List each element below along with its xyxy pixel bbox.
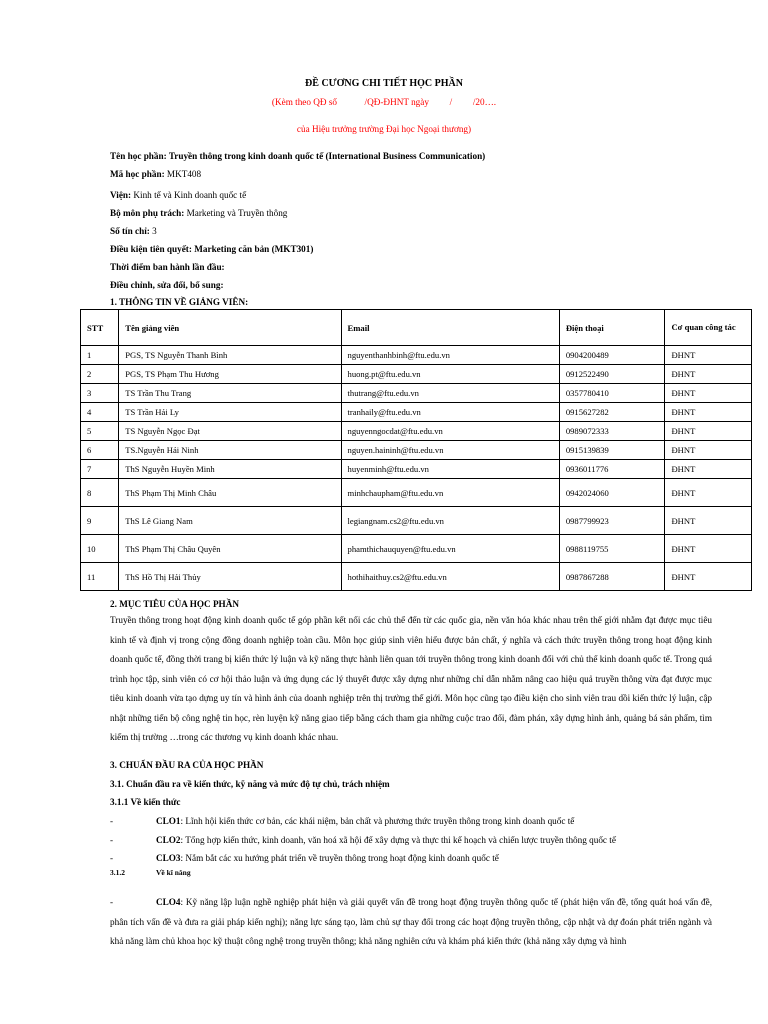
- section3-heading: 3. CHUẨN ĐẦU RA CỦA HỌC PHẦN: [110, 760, 264, 770]
- clo3-text: : Nắm bắt các xu hướng phát triển về truyền thông trong hoạt động kinh doanh quốc tế: [180, 853, 499, 863]
- name-cell: TS.Nguyễn Hải Ninh: [119, 441, 341, 460]
- course-code-label: Mã học phần:: [110, 169, 167, 179]
- issuer-line: của Hiệu trưởng trường Đại học Ngoại thương): [296, 124, 472, 134]
- section2-heading: 2. MỤC TIÊU CỦA HỌC PHẦN: [110, 599, 239, 609]
- name-cell: ThS Hồ Thị Hải Thủy: [119, 563, 341, 591]
- column-header-name: Tên giảng viên: [119, 310, 341, 346]
- prerequisite-line: [110, 244, 313, 254]
- table-row: [81, 507, 752, 535]
- phone-cell: 0915627282: [559, 403, 665, 422]
- clo1-text: : Lĩnh hội kiến thức cơ bản, các khái niệm, bản chất và phương thức truyền thông trong kinh doanh quốc tế: [180, 816, 575, 826]
- name-cell: TS Trần Thu Trang: [119, 384, 341, 403]
- workplace-cell: ĐHNT: [665, 346, 752, 365]
- stt-cell: 4: [81, 403, 119, 422]
- email-cell: nguyenthanhbinh@ftu.edu.vn: [341, 346, 559, 365]
- table-row: [81, 346, 752, 365]
- workplace-cell: ĐHNT: [665, 403, 752, 422]
- stt-cell: 6: [81, 441, 119, 460]
- stt-cell: 11: [81, 563, 119, 591]
- department-line: [110, 208, 287, 218]
- section2-body: Truyền thông trong hoạt động kinh doanh quốc tế góp phần kết nối các chủ thể đến từ các quốc gia, nền văn hóa khác nhau trên thế giới nhằm đạt được mục tiêu kinh tế và định vị trong cộng đồng doanh nghiệp toàn cầu. Môn học giúp sinh viên hiểu được bản chất, ý nghĩa và cách thức truyền thông trong hoạt động kinh doanh quốc tế, đồng thời trang bị kiến thức lý luận và kỹ năng thực hành liên quan tới truyền thông trong kinh doanh đối với chủ thể kinh doanh quốc tế. Trong quá trình học tập, sinh viên có cơ hội thảo luận và ứng dụng các lý thuyết được xây dựng như những chỉ dẫn nhằm nâng cao hiệu quả truyền thông vừa đạt được mục tiêu kinh doanh vừa tạo dựng uy tín và hình ảnh của doanh nghiệp trên thị trường thế giới. Môn học cũng tạo điều kiện cho sinh viên trau dồi kiến thức lý luận, cập nhật những tiến bộ công nghệ tin học, rèn luyện kỹ năng giao tiếp bằng cách tham gia những cuộc trao đổi, đàm phán, xây dựng hình ảnh, quảng bá sản phẩm, tìm kiếm thị trường …trong các thương vụ kinh doanh khác nhau.: [110, 615, 712, 742]
- clo4-text: : Kỹ năng lập luận nghề nghiệp phát hiện và giải quyết vấn đề trong hoạt động truyền thông quốc tế (phát hiện vấn đề, tổng quát hoá vấn đề, phân tích vấn đề và đưa ra giải pháp kiến nghị); năng lực sáng tạo, làm chủ sự thay đổi trong các hoạt động truyền thông, cập nhật và dự đoán phát triển ngành và khả năng làm chủ khoa học kỹ thuật công nghệ trong truyền thông; khả năng nghiên cứu và khám phá kiến thức (khả năng xây dựng và hình: [110, 897, 712, 946]
- name-cell: TS Trần Hải Ly: [119, 403, 341, 422]
- institute-label: Viện:: [110, 190, 134, 200]
- phone-cell: 0912522490: [559, 365, 665, 384]
- stt-cell: 1: [81, 346, 119, 365]
- phone-cell: 0987867288: [559, 563, 665, 591]
- email-cell: thutrang@ftu.edu.vn: [341, 384, 559, 403]
- clo1-code: CLO1: [156, 816, 181, 826]
- phone-cell: 0989072333: [559, 422, 665, 441]
- workplace-cell: ĐHNT: [665, 384, 752, 403]
- workplace-cell: ĐHNT: [665, 507, 752, 535]
- section1-heading: 1. THÔNG TIN VỀ GIẢNG VIÊN:: [110, 297, 249, 307]
- stt-cell: 3: [81, 384, 119, 403]
- stt-cell: 10: [81, 535, 119, 563]
- column-header-phone: Điện thoại: [559, 310, 665, 346]
- email-cell: phamthichauquyen@ftu.edu.vn: [341, 535, 559, 563]
- table-row: [81, 460, 752, 479]
- clo2-code: CLO2: [156, 835, 181, 845]
- document-title: ĐỀ CƯƠNG CHI TIẾT HỌC PHẦN: [305, 78, 463, 89]
- department-label: Bộ môn phụ trách:: [110, 208, 187, 218]
- phone-cell: 0942024060: [559, 479, 665, 507]
- phone-cell: 0987799923: [559, 507, 665, 535]
- phone-cell: 0357780410: [559, 384, 665, 403]
- name-cell: ThS Nguyễn Huyền Minh: [119, 460, 341, 479]
- section3-1-2-heading: [110, 868, 191, 877]
- clo2-text: : Tổng hợp kiến thức, kinh doanh, văn hoá xã hội để xây dựng và thực thi kế hoạch và chiến lược truyền thông quốc tế: [180, 835, 616, 845]
- table-row: [81, 479, 752, 507]
- prerequisite-value: Marketing căn bản (MKT301): [194, 244, 314, 254]
- section3-1-heading: 3.1. Chuẩn đầu ra về kiến thức, kỹ năng và mức độ tự chủ, trách nhiệm: [110, 779, 390, 789]
- table-row: [81, 384, 752, 403]
- name-cell: PGS, TS Phạm Thu Hương: [119, 365, 341, 384]
- stt-cell: 9: [81, 507, 119, 535]
- table-row: [81, 365, 752, 384]
- column-header-workplace: Cơ quan công tác: [665, 310, 752, 346]
- phone-cell: 0936011776: [559, 460, 665, 479]
- clo1-item: [110, 816, 574, 826]
- email-cell: minhchaupham@ftu.edu.vn: [341, 479, 559, 507]
- stt-cell: 5: [81, 422, 119, 441]
- column-header-email: Email: [341, 310, 559, 346]
- name-cell: ThS Lê Giang Nam: [119, 507, 341, 535]
- prerequisite-label: Điều kiện tiên quyết:: [110, 244, 195, 254]
- department-value: Marketing và Truyền thông: [186, 208, 288, 218]
- course-code-line: [110, 169, 201, 179]
- name-cell: ThS Phạm Thị Châu Quyên: [119, 535, 341, 563]
- clo3-code: CLO3: [156, 853, 181, 863]
- lecturer-table: [80, 309, 752, 591]
- name-cell: TS Nguyễn Ngọc Đạt: [119, 422, 341, 441]
- workplace-cell: ĐHNT: [665, 441, 752, 460]
- workplace-cell: ĐHNT: [665, 479, 752, 507]
- phone-cell: 0915139839: [559, 441, 665, 460]
- email-cell: hothihaithuy.cs2@ftu.edu.vn: [341, 563, 559, 591]
- table-row: [81, 422, 752, 441]
- workplace-cell: ĐHNT: [665, 460, 752, 479]
- table-row: [81, 403, 752, 422]
- phone-cell: 0904200489: [559, 346, 665, 365]
- course-name-value: Truyền thông trong kinh doanh quốc tế (International Business Communication): [168, 151, 486, 161]
- first-issue-label: Thời điểm ban hành lần đầu:: [110, 262, 225, 272]
- workplace-cell: ĐHNT: [665, 535, 752, 563]
- clo3-item: [110, 853, 499, 863]
- name-cell: PGS, TS Nguyễn Thanh Bình: [119, 346, 341, 365]
- credits-label: Số tín chỉ:: [110, 226, 153, 236]
- phone-cell: 0988119755: [559, 535, 665, 563]
- clo2-item: [110, 835, 616, 845]
- section3-1-2-title: Về kĩ năng: [156, 868, 191, 877]
- course-name-line: [110, 151, 485, 161]
- email-cell: huong.pt@ftu.edu.vn: [341, 365, 559, 384]
- workplace-cell: ĐHNT: [665, 422, 752, 441]
- course-name-label: Tên học phần:: [110, 151, 169, 161]
- name-cell: ThS Phạm Thị Minh Châu: [119, 479, 341, 507]
- workplace-cell: ĐHNT: [665, 563, 752, 591]
- table-row: [81, 563, 752, 591]
- stt-cell: 2: [81, 365, 119, 384]
- institute-line: [110, 190, 246, 200]
- section3-1-2-number: 3.1.2: [110, 868, 125, 877]
- credits-value: 3: [152, 226, 157, 236]
- section3-1-1-heading: 3.1.1 Về kiến thức: [110, 797, 181, 807]
- decision-reference: (Kèm theo QĐ số /QĐ-ĐHNT ngày / /20….: [271, 97, 497, 107]
- table-row: [81, 535, 752, 563]
- clo4-code: CLO4: [156, 897, 181, 907]
- course-code-value: MKT408: [166, 169, 202, 179]
- credits-line: [110, 226, 157, 236]
- clo4-item: [110, 893, 712, 1024]
- list-dash: -: [110, 897, 114, 907]
- email-cell: legiangnam.cs2@ftu.edu.vn: [341, 507, 559, 535]
- revision-label: Điều chỉnh, sửa đổi, bổ sung:: [110, 280, 224, 290]
- lecturer-table-body: [81, 346, 752, 591]
- column-header-stt: STT: [81, 310, 119, 346]
- workplace-cell: ĐHNT: [665, 365, 752, 384]
- stt-cell: 7: [81, 460, 119, 479]
- list-dash: -: [110, 816, 114, 826]
- table-row: [81, 441, 752, 460]
- institute-value: Kinh tế và Kinh doanh quốc tế: [133, 190, 247, 200]
- email-cell: tranhaily@ftu.edu.vn: [341, 403, 559, 422]
- email-cell: huyenminh@ftu.edu.vn: [341, 460, 559, 479]
- email-cell: nguyenngocdat@ftu.edu.vn: [341, 422, 559, 441]
- stt-cell: 8: [81, 479, 119, 507]
- email-cell: nguyen.haininh@ftu.edu.vn: [341, 441, 559, 460]
- list-dash: -: [110, 835, 114, 845]
- table-header-row: [81, 310, 752, 346]
- list-dash: -: [110, 853, 114, 863]
